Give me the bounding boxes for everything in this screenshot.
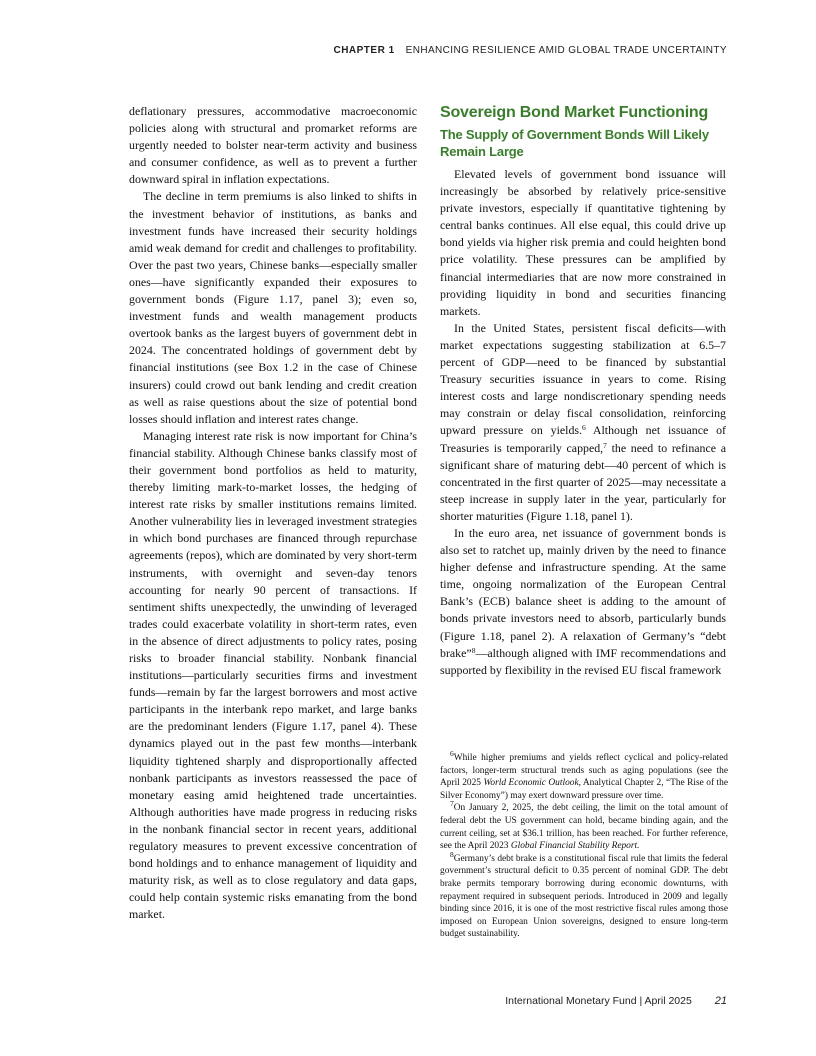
page-number: 21 [714,995,727,1007]
page-footer [505,995,727,1007]
right-paragraph-3-part-a: In the euro area, net issuance of government bonds is also set to ratchet up, mainly driven by the need to finance higher defense and infrastructure spending. At the same time, ongoing normalization of the European Central Bank’s (ECB) balance sheet is adding to the amount of bonds private investors need to absorb, particularly bunds (Figure 1.18, panel 2). A relaxation of Germany’s “debt brake” [440,525,726,660]
left-paragraph-2: The decline in term premiums is also linked to shifts in the investment behavior of institutions, as banks and investment funds have increased their security holdings amid weak demand for credit and challenges to profitability. Over the past two years, Chinese banks—especially smaller ones—have significantly expanded their exposures to government bonds (Figure 1.17, panel 3); even so, investment funds and wealth management products overtook banks as the largest buyers of government debt in 2024. The concentrated holdings of government debt by financial institutions (see Box 1.2 in the case of Chinese insurers) could crowd out bank lending and credit creation as well as raise questions about the size of potential bond losses should inflation and interest rates change. [129,189,417,426]
chapter-title: ENHANCING RESILIENCE AMID GLOBAL TRADE UNCERTAINTY [405,45,727,56]
footnote-7-text: On January 2, 2025, the debt ceiling, the limit on the total amount of federal debt the US government can hold, became binding again, and the current ceiling, set at $36.1 trillion, has been reached. For further reference, see the April 2023 [440,803,728,852]
footnote-ref-6[interactable]: 6 [582,423,586,433]
footnote-6-number: 6 [450,749,454,758]
footnote-6-text-b: , Analytical Chapter 2, “The Rise of the Silver Economy”) may exert downward pressure over time. [440,778,728,801]
section-heading: Sovereign Bond Market Functioning [440,104,709,121]
footnote-6-text-a: While higher premiums and yields reflect cyclical and policy-related factors, longer-term structural trends such as aging populations (see the April 2025 [440,753,728,789]
right-paragraph-1: Elevated levels of government bond issuance will increasingly be absorbed by relatively price-sensitive private investors, especially if quantitative tightening by central banks continues. All else equal, this could drive up bond yields via higher risk premia and could heighten bond price volatility. These pressures can be amplified by financial intermediaries that are now more constrained in providing liquidity in bond and securities financing markets. [440,167,726,318]
footnote-ref-7[interactable]: 7 [603,440,607,450]
section-subheading: The Supply of Government Bonds Will Likely Remain Large [440,127,709,159]
right-paragraph-3 [440,525,726,679]
right-column [440,103,726,679]
running-header [333,45,727,56]
right-paragraph-2-part-c: the need to refinance a significant share of maturing debt—40 percent of which is concentrated in the first quarter of 2025—may necessitate a steep increase in supply later in the year, particularly for shorter maturities (Figure 1.18, panel 1). [440,440,727,523]
footnote-8-number: 8 [450,849,454,859]
footer-publisher: International Monetary Fund | April 2025 [505,995,692,1007]
right-paragraph-2 [440,320,726,525]
footnote-ref-8[interactable]: 8 [471,645,476,655]
chapter-label: CHAPTER 1 [333,45,395,56]
right-paragraph-2-part-a: In the United States, persistent fiscal deficits—with market expectations suggesting stabilization at 6.5–7 percent of GDP—need to be financed by substantial Treasury securities issuance in years to come. Rising interest costs and large nondiscretionary spending needs may constrain or delay fiscal consolidation, reinforcing upward pressure on yields. [440,320,726,438]
footnotes [440,749,728,941]
footnote-8 [440,849,728,941]
footnote-7-number: 7 [450,799,454,809]
right-paragraph-3-part-b: —although aligned with IMF recommendations and supported by flexibility in the revised EU fiscal framework [440,645,726,677]
footnote-7 [440,799,728,852]
left-paragraph-3: Managing interest rate risk is now important for China’s financial stability. Although Chinese banks classify most of their government bond portfolios as held to maturity, thereby limiting mark-to-market losses, the hedging of interest rate risks by smaller institutions remains limited. Another vulnerability lies in leveraged investment strategies in which bond purchases are financed through repurchase agreements (repos), which are dominated by very short-term instruments, with overnight and seven-day tenors accounting for nearly 90 percent of transactions. If sentiment shifts unexpectedly, the unwinding of leveraged trades could exacerbate volatility in short-term rates, even in the absence of direct adjustments to policy rates, posing risks to broader financial stability. Nonbank financial institutions—particularly securities firms and investment funds—remain by far the largest borrowers and most active participants in the interbank repo market, and large banks are the predominant lenders (Figure 1.17, panel 4). These dynamics played out in the past few months—interbank liquidity tightened sharply and disproportionally affected nonbank participants as investors reassessed the pace of monetary easing amid heightened trade uncertainties. Although authorities have made progress in reducing risks in the nonbank financial sector in recent years, additional regulatory measures to prevent excessive concentration of bond holdings and to enhance management of liquidity and maturity risk, as well as to close regulatory and data gaps, could help contain systemic risks emanating from the bond market. [129,428,417,922]
right-paragraph-2-part-b: Although net issuance of Treasuries is temporarily capped, [440,423,726,455]
footnote-8-text: Germany’s debt brake is a constitutional fiscal rule that limits the federal government’s structural deficit to 0.35 percent of nominal GDP. The debt brake permits temporary borrowing during economic downturns, with repayment required in subsequent periods. Introduced in 2009 and legally binding since 2016, it is one of the most restrictive fiscal rules among those imposed on European Union sovereigns, designed to ensure long-term budget sustainability. [440,853,728,940]
footnote-6-publication: World Economic Outlook [483,778,579,789]
footnote-7-publication: Global Financial Stability Report. [510,841,640,852]
footnote-6 [440,749,728,802]
left-paragraph-1: deflationary pressures, accommodative macroeconomic policies along with structural and promarket reforms are urgently needed to bolster near-term activity and business and consumer confidence, as well as to prevent a further downward spiral in inflation expectations. [129,104,417,187]
left-column [129,103,417,924]
